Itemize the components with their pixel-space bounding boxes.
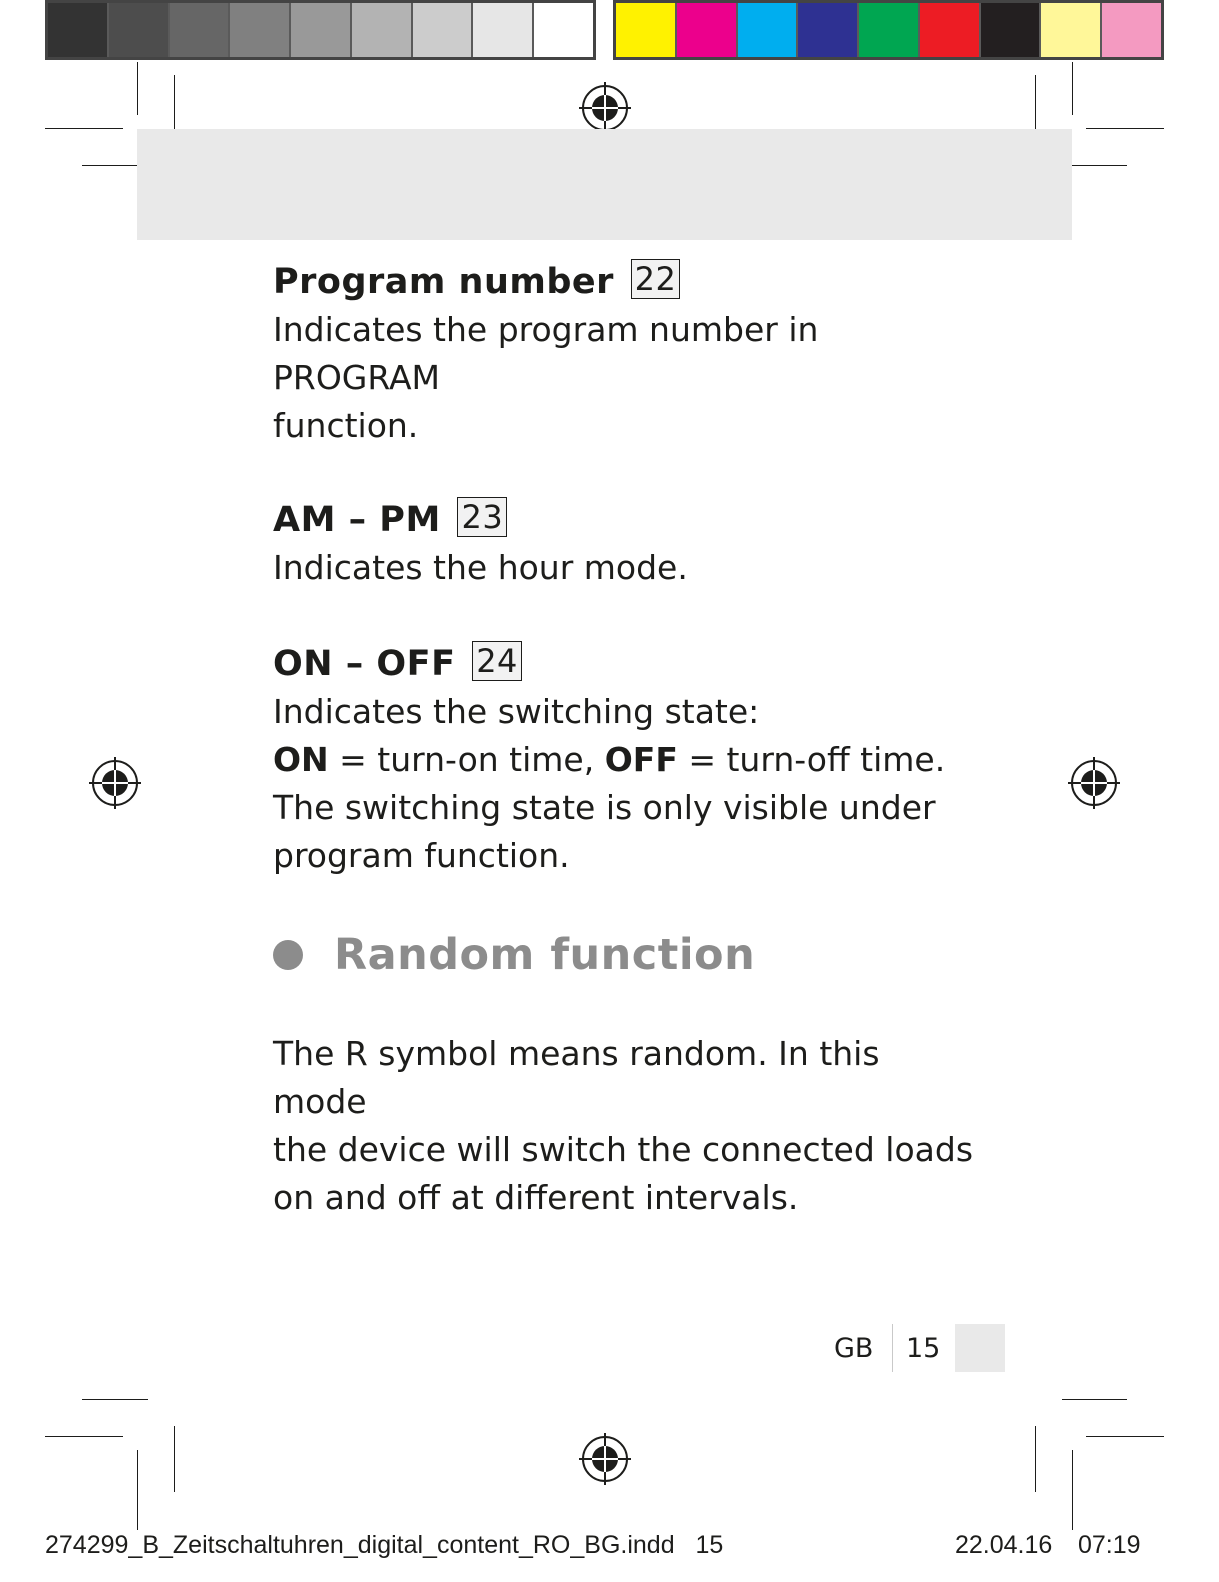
paragraph-line: Indicates the switching state:	[273, 692, 760, 731]
crop-mark	[1086, 1436, 1164, 1437]
crop-mark	[1072, 62, 1073, 115]
program-number-section	[273, 258, 973, 450]
heading-text: AM – PM	[273, 500, 441, 540]
crop-mark	[174, 75, 175, 137]
crop-mark	[137, 1450, 138, 1530]
color-swatch	[920, 3, 981, 57]
gray-swatch	[413, 3, 474, 57]
paragraph-line: function.	[273, 406, 419, 445]
gray-swatch	[291, 3, 352, 57]
paragraph-line: the device will switch the connected loads	[273, 1130, 974, 1169]
on-text: = turn-on time,	[328, 740, 605, 779]
crop-mark	[1035, 75, 1036, 137]
heading-text: Program number	[273, 262, 614, 302]
paragraph-line: Indicates the program number in PROGRAM	[273, 310, 819, 397]
paragraph-line: Indicates the hour mode.	[273, 548, 688, 587]
paragraph-line: The R symbol means random. In this mode	[273, 1034, 880, 1121]
page-number: 15	[906, 1333, 941, 1364]
crop-mark	[1072, 1450, 1073, 1530]
gray-swatch	[48, 3, 109, 57]
slug-date: 22.04.16	[955, 1531, 1053, 1559]
off-label: OFF	[604, 740, 678, 779]
gray-swatch	[230, 3, 291, 57]
registration-mark-icon	[579, 82, 631, 134]
on-off-section	[273, 640, 973, 880]
section-heading	[273, 496, 973, 544]
crop-mark	[45, 128, 123, 129]
random-function-body	[273, 1030, 973, 1222]
heading-text: ON – OFF	[273, 644, 456, 684]
random-function-heading	[273, 925, 755, 985]
reference-number: 23	[457, 497, 507, 537]
section-heading	[273, 640, 973, 688]
header-band	[137, 129, 1072, 240]
paragraph-line: on and off at different intervals.	[273, 1178, 799, 1217]
crop-mark	[174, 1426, 175, 1492]
section-heading	[273, 258, 973, 306]
bullet-icon	[273, 940, 303, 970]
gray-swatch	[352, 3, 413, 57]
am-pm-section	[273, 496, 973, 592]
registration-mark-icon	[1068, 757, 1120, 809]
crop-mark	[1062, 1399, 1127, 1400]
color-swatch	[616, 3, 677, 57]
color-swatch	[859, 3, 920, 57]
crop-mark	[45, 1436, 123, 1437]
paragraph-line	[273, 736, 973, 784]
color-swatch	[981, 3, 1042, 57]
crop-mark	[1035, 1426, 1036, 1492]
paragraph-line: The switching state is only visible under	[273, 788, 936, 827]
slug-filename: 274299_B_Zeitschaltuhren_digital_content_RO_BG.indd 15	[45, 1531, 724, 1559]
language-code: GB	[834, 1333, 874, 1364]
color-swatch	[677, 3, 738, 57]
footer-tab	[955, 1324, 1005, 1372]
color-swatch	[1102, 3, 1161, 57]
registration-mark-icon	[579, 1433, 631, 1485]
color-swatch	[738, 3, 799, 57]
crop-mark	[137, 62, 138, 115]
reference-number: 24	[472, 641, 522, 681]
gray-swatch	[170, 3, 231, 57]
footer-divider	[892, 1324, 893, 1372]
color-swatch	[798, 3, 859, 57]
main-content	[273, 258, 973, 880]
process-color-bar	[613, 0, 1164, 60]
grayscale-color-bar	[45, 0, 596, 60]
crop-mark	[82, 1399, 148, 1400]
paragraph-line: program function.	[273, 836, 570, 875]
reference-number: 22	[631, 259, 681, 299]
crop-mark	[1086, 128, 1164, 129]
on-label: ON	[273, 740, 329, 779]
section-title: Random function	[334, 930, 756, 980]
off-text: = turn-off time.	[677, 740, 946, 779]
registration-mark-icon	[89, 757, 141, 809]
gray-swatch	[473, 3, 534, 57]
color-swatch	[1041, 3, 1102, 57]
gray-swatch	[534, 3, 593, 57]
gray-swatch	[109, 3, 170, 57]
slug-time: 07:19	[1078, 1531, 1141, 1559]
